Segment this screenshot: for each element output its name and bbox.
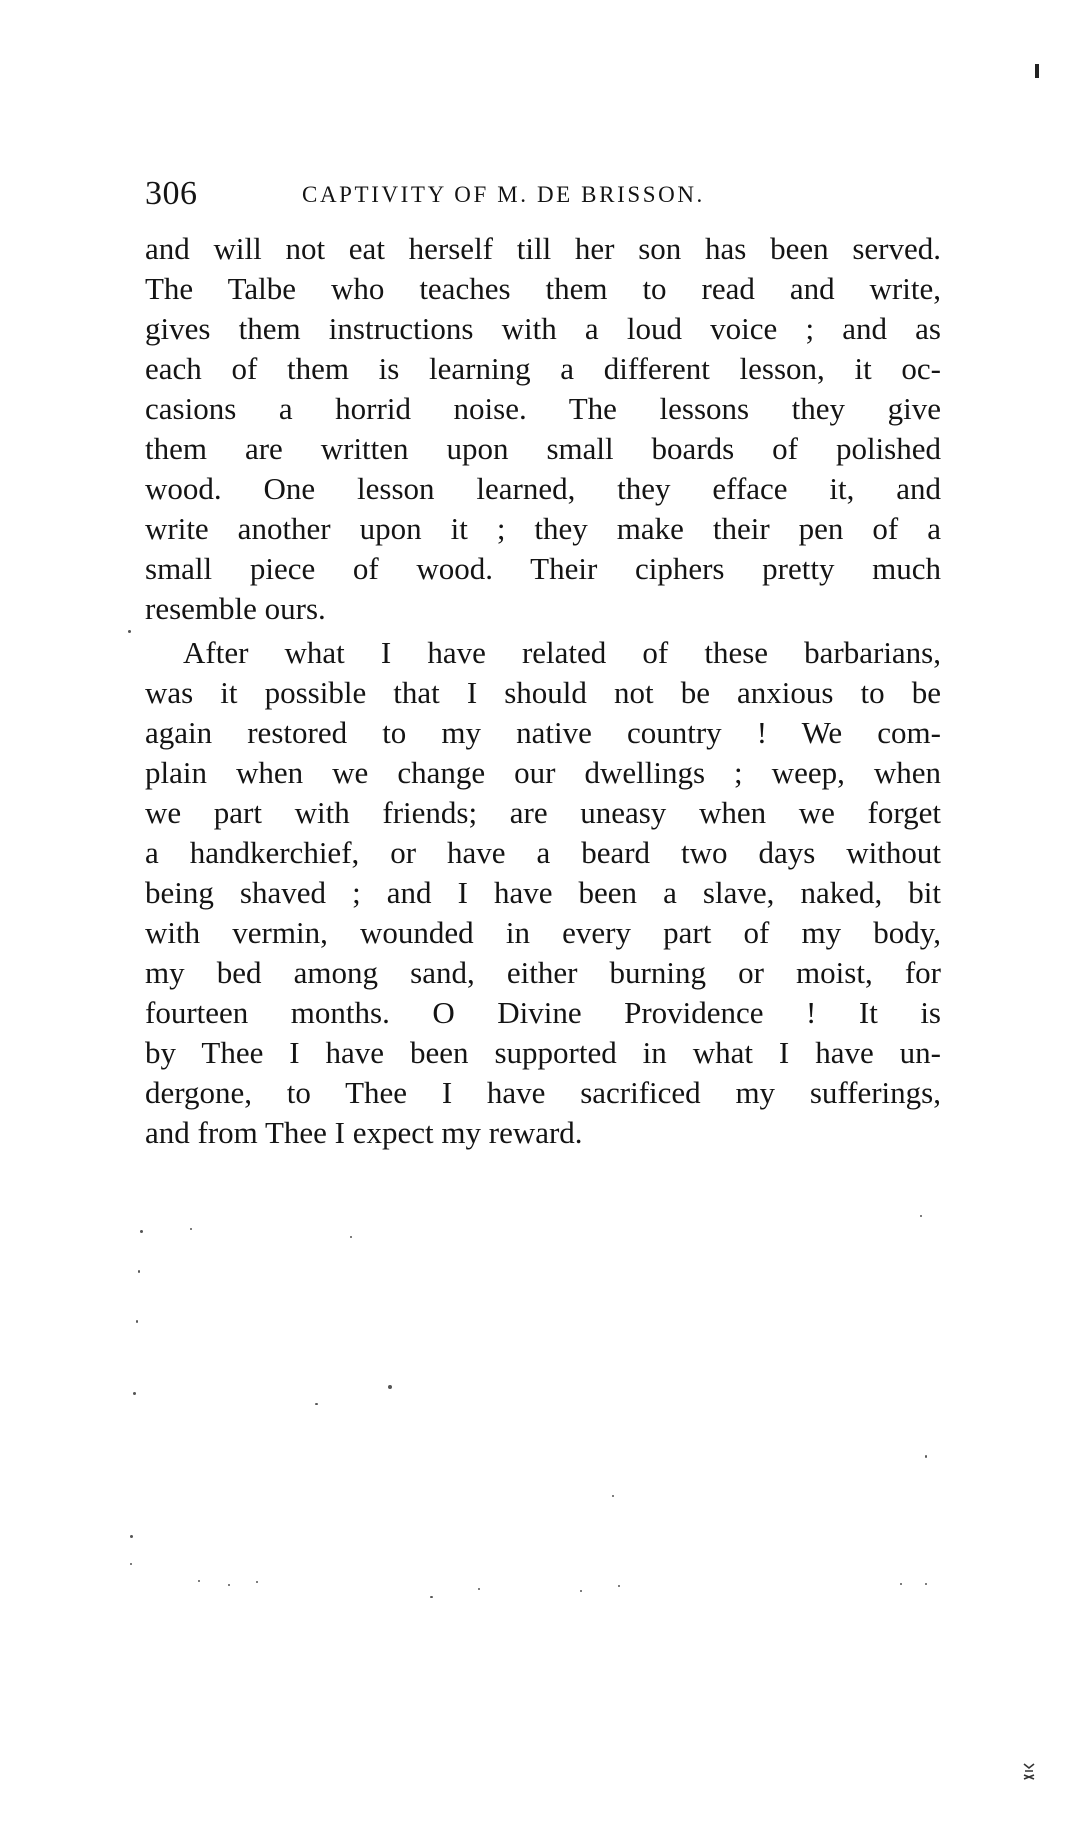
page-number: 306 xyxy=(145,175,198,212)
text-line: fourteen months. O Divine Providence ! It is xyxy=(145,995,941,1030)
paper-speck xyxy=(256,1581,258,1583)
paper-speck xyxy=(140,1230,143,1233)
paper-speck xyxy=(618,1585,620,1587)
paper-speck xyxy=(138,1270,140,1273)
running-title: CAPTIVITY OF M. DE BRISSON. xyxy=(302,182,705,207)
paper-speck xyxy=(580,1590,582,1592)
text-line: again restored to my native country ! We com- xyxy=(145,715,941,750)
paper-speck xyxy=(198,1580,200,1582)
text-line: dergone, to Thee I have sacrificed my sufferings, xyxy=(145,1075,941,1110)
library-stamp-mark xyxy=(1022,1762,1036,1782)
paper-speck xyxy=(430,1596,433,1598)
text-line: casions a horrid noise. The lessons they give xyxy=(145,391,941,426)
text-line: with vermin, wounded in every part of my body, xyxy=(145,915,941,950)
paper-speck xyxy=(388,1385,392,1389)
text-line: each of them is learning a different lesson, it oc- xyxy=(145,351,941,386)
text-line: being shaved ; and I have been a slave, naked, bit xyxy=(145,875,941,910)
text-line: wood. One lesson learned, they efface it, and xyxy=(145,471,941,506)
text-line: we part with friends; are uneasy when we forget xyxy=(145,795,941,830)
body-text xyxy=(145,229,941,1153)
paper-speck xyxy=(612,1495,614,1497)
paper-speck xyxy=(350,1236,352,1238)
text-line: After what I have related of these barbarians, xyxy=(183,635,941,670)
paper-speck xyxy=(920,1215,922,1217)
paper-speck xyxy=(130,1535,133,1538)
text-line: a handkerchief, or have a beard two days without xyxy=(145,835,941,870)
text-line: The Talbe who teaches them to read and write, xyxy=(145,271,941,306)
running-head xyxy=(145,172,945,216)
paragraph-2 xyxy=(145,633,941,1153)
text-line: write another upon it ; they make their pen of a xyxy=(145,511,941,546)
text-line: resemble ours. xyxy=(145,591,326,626)
paper-speck xyxy=(228,1584,230,1586)
text-line: and from Thee I expect my reward. xyxy=(145,1115,583,1150)
paper-speck xyxy=(900,1583,902,1585)
paper-speck xyxy=(925,1455,927,1458)
text-line: was it possible that I should not be anxious to be xyxy=(145,675,941,710)
paper-speck xyxy=(130,1563,132,1565)
text-line: plain when we change our dwellings ; weep, when xyxy=(145,755,941,790)
paper-speck xyxy=(925,1583,927,1585)
text-line: small piece of wood. Their ciphers pretty much xyxy=(145,551,941,586)
text-line: them are written upon small boards of polished xyxy=(145,431,941,466)
text-line: by Thee I have been supported in what I have un- xyxy=(145,1035,941,1070)
paper-speck xyxy=(315,1403,318,1405)
paper-speck xyxy=(133,1392,136,1395)
text-line: gives them instructions with a loud voice ; and as xyxy=(145,311,941,346)
paper-speck xyxy=(136,1320,138,1323)
paper-speck xyxy=(478,1588,480,1590)
paragraph-1 xyxy=(145,229,941,629)
paper-speck xyxy=(128,630,131,633)
paper-speck xyxy=(190,1228,192,1230)
text-line: and will not eat herself till her son has been served. xyxy=(145,231,941,266)
ink-mark xyxy=(1035,64,1039,78)
text-line: my bed among sand, either burning or moist, for xyxy=(145,955,941,990)
